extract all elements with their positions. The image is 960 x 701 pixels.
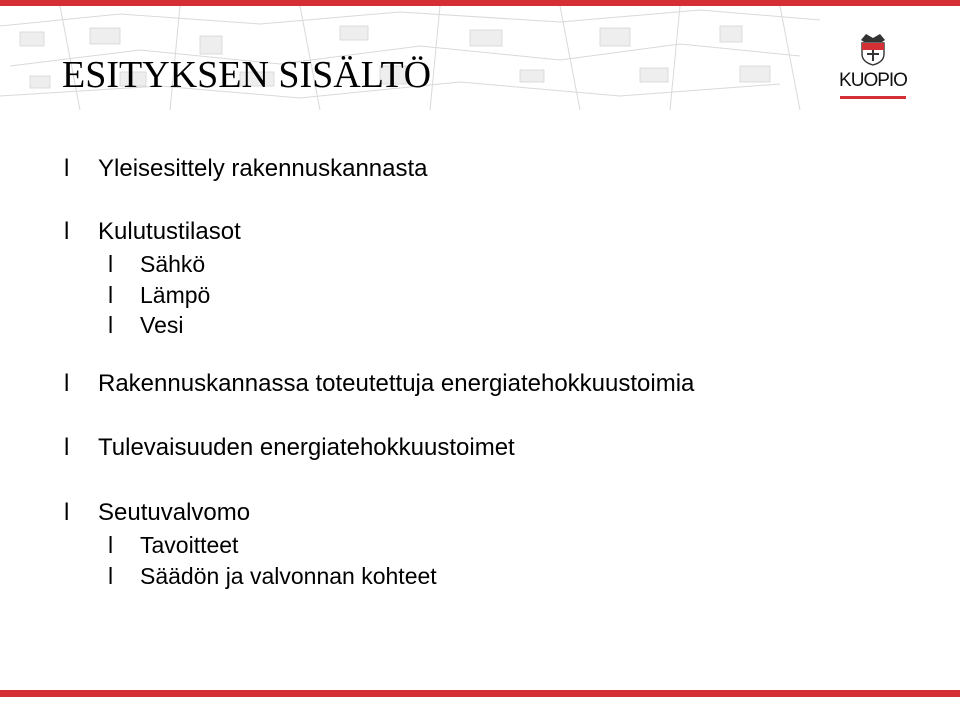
bullet-marker: l <box>108 532 114 558</box>
list-item-text: Sähkö <box>140 251 206 277</box>
bullet-marker: l <box>64 434 70 461</box>
list-item <box>108 281 211 309</box>
list-item <box>64 155 428 183</box>
list-item <box>64 434 515 462</box>
bullet-marker: l <box>108 563 114 589</box>
bottom-accent-bar <box>0 690 960 697</box>
list-item-text: Kulutustilasot <box>98 218 241 245</box>
slide-title: ESITYKSEN SISÄLTÖ <box>62 54 432 96</box>
list-item <box>108 250 206 278</box>
bullet-marker: l <box>64 499 70 526</box>
bullet-marker: l <box>108 312 114 338</box>
list-item <box>108 531 239 559</box>
bullet-marker: l <box>108 282 114 308</box>
bullet-marker: l <box>64 218 70 245</box>
list-item <box>108 311 184 339</box>
list-item-text: Säädön ja valvonnan kohteet <box>140 563 437 589</box>
list-item <box>64 218 241 246</box>
bullet-marker: l <box>64 370 70 397</box>
bullet-marker: l <box>108 251 114 277</box>
list-item <box>108 562 437 590</box>
logo-text: KUOPIO <box>839 70 907 91</box>
list-item <box>64 370 695 398</box>
list-item-text: Tulevaisuuden energiatehokkuustoimet <box>98 434 515 461</box>
list-item-text: Yleisesittely rakennuskannasta <box>98 155 428 182</box>
list-item-text: Vesi <box>140 312 184 338</box>
bullet-marker: l <box>64 155 70 182</box>
list-item-text: Tavoitteet <box>140 532 239 558</box>
list-item <box>64 499 251 527</box>
list-item-text: Rakennuskannassa toteutettuja energiatehokkuustoimia <box>98 370 695 397</box>
list-item-text: Seutuvalvomo <box>98 499 251 526</box>
list-item-text: Lämpö <box>140 282 211 308</box>
